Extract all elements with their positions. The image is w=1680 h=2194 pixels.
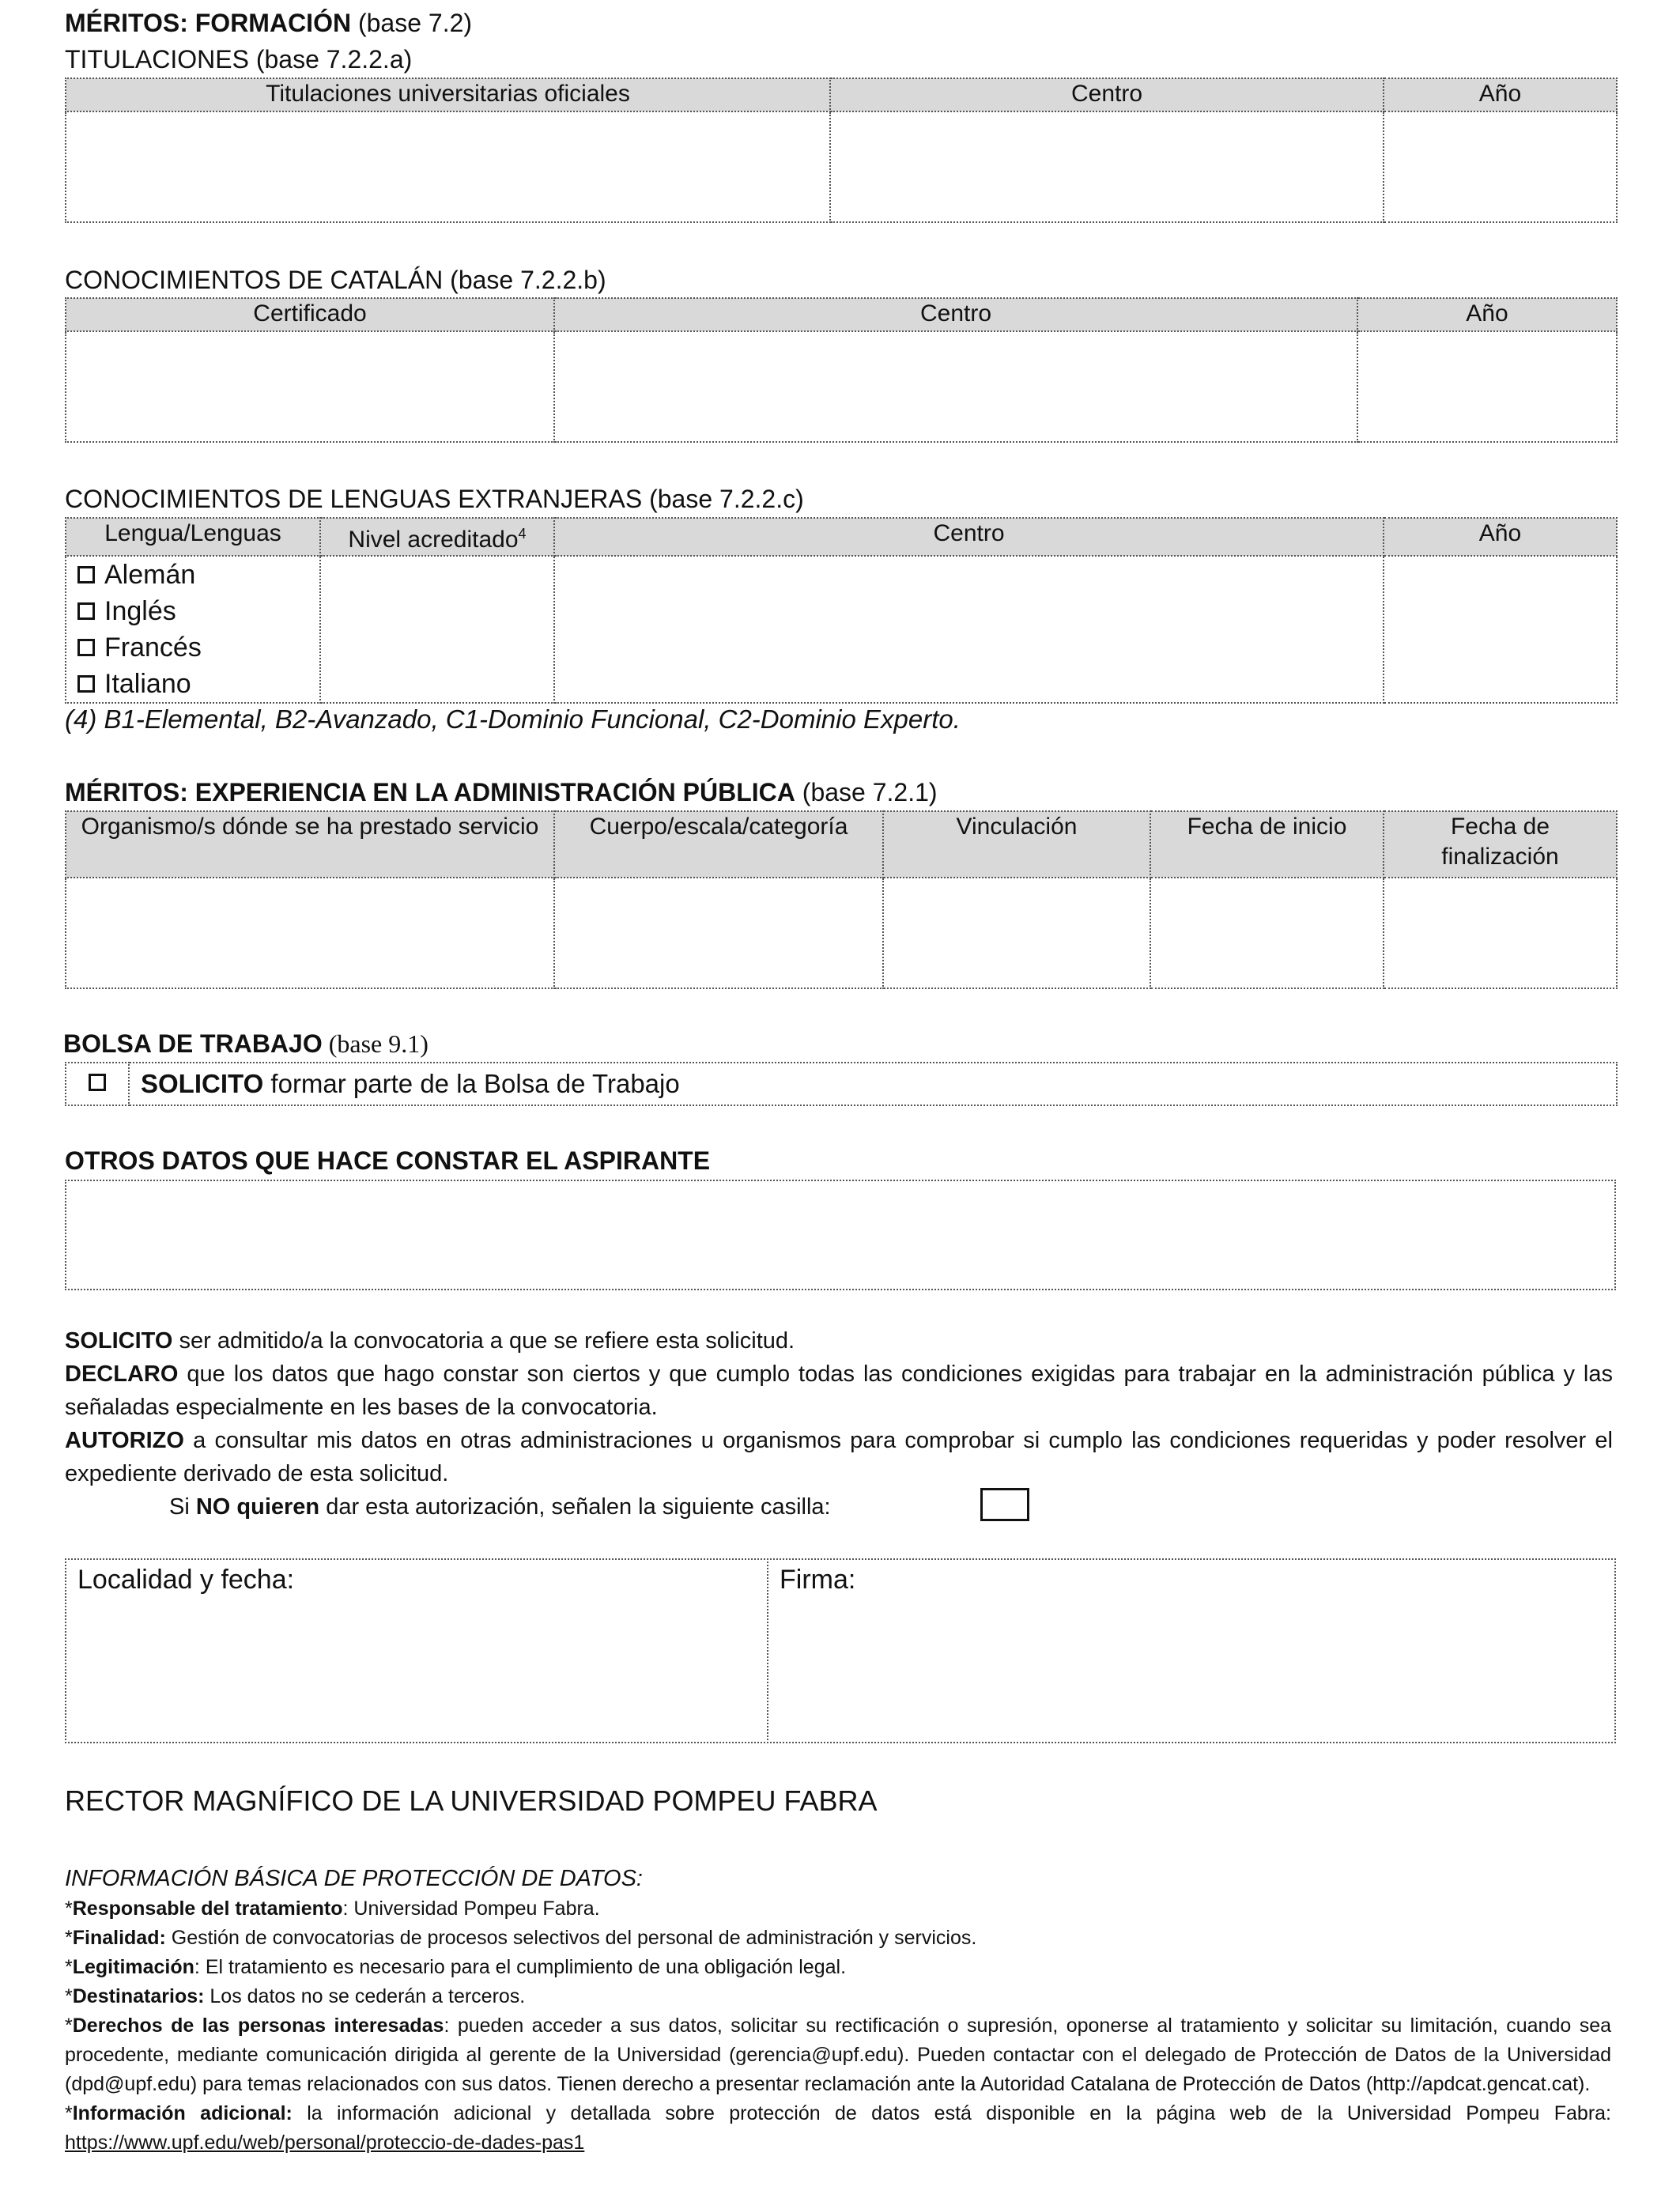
language-option-italiano[interactable]: [66, 666, 319, 702]
titulacion-input-cell[interactable]: [66, 111, 830, 222]
catalan-heading: CONOCIMIENTOS DE CATALÁN (base 7.2.2.b): [65, 266, 606, 294]
bolsa-checkbox-cell[interactable]: [66, 1063, 129, 1105]
proteccion-heading: INFORMACIÓN BÁSICA DE PROTECCIÓN DE DATOS:: [65, 1866, 643, 1891]
solicito-text: ser admitido/a la convocatoria a que se refiere esta solicitud.: [172, 1328, 795, 1354]
experiencia-table: [65, 810, 1618, 989]
bullet: *: [65, 1985, 73, 2007]
checkbox-icon[interactable]: [77, 566, 95, 583]
proteccion-item: [65, 1953, 1611, 1982]
no-rest: dar esta autorización, señalen la siguiente casilla:: [319, 1494, 831, 1520]
catalan-ano-input-cell[interactable]: [1357, 331, 1617, 442]
proteccion-item: [65, 1924, 1611, 1953]
titulacion-centro-input-cell[interactable]: [830, 111, 1384, 222]
item-label: Derechos de las personas interesadas: [72, 2015, 444, 2037]
bolsa-heading: [63, 1029, 428, 1059]
item-text: Los datos no se cederán a terceros.: [204, 1985, 526, 2007]
checkbox-icon[interactable]: [77, 675, 95, 693]
experiencia-header: Cuerpo/escala/categoría: [554, 811, 883, 878]
solicito-paragraph: [65, 1324, 1613, 1358]
item-label: Finalidad:: [72, 1927, 166, 1949]
autorizo-bold: AUTORIZO: [65, 1428, 184, 1453]
bolsa-option-bold: SOLICITO: [141, 1069, 264, 1098]
checkbox-icon[interactable]: [89, 1074, 106, 1091]
titulaciones-heading: TITULACIONES (base 7.2.2.a): [65, 45, 413, 74]
no-bold: NO quieren: [195, 1494, 320, 1520]
extranjeras-header: Lengua/Lenguas: [66, 518, 320, 556]
titulaciones-header: Titulaciones universitarias oficiales: [66, 78, 830, 111]
extranjeras-header: [320, 518, 554, 556]
item-text: pueden acceder a sus datos, solicitar su rectificación o supresión, oponerse al tratamiento y solicitar su limitación, cuando sea procedente, mediante comunicación dirigida al gerente de la Universidad (gerencia@upf.edu). Pueden contactar con el delegado de Protección de Datos de la Universidad (dpd@upf.edu) para temas relacionados con sus datos. Tienen derecho a presentar reclamación ante la Autoridad Catalana de Protección de Datos (http://apdcat.gencat.cat).: [65, 2015, 1612, 2095]
extranjeras-centro-input-cell[interactable]: [554, 556, 1384, 703]
declaraciones-block: [65, 1324, 1613, 1490]
firma-label: Firma:: [780, 1565, 856, 1595]
formacion-heading: [65, 8, 472, 38]
localidad-fecha-box[interactable]: [65, 1558, 768, 1743]
no-autorizacion-text: [169, 1490, 831, 1524]
checkbox-icon[interactable]: [77, 639, 95, 656]
item-text: la información adicional y detallada sobre protección de datos está disponible en la página web de la Universidad Pompeu Fabra:: [292, 2102, 1611, 2124]
language-option-frances[interactable]: [66, 629, 319, 666]
item-sep: :: [444, 2015, 450, 2037]
catalan-table: [65, 297, 1618, 443]
bullet: *: [65, 2102, 73, 2124]
declaro-paragraph: [65, 1358, 1613, 1424]
extranjeras-ano-input-cell[interactable]: [1384, 556, 1617, 703]
proteccion-link[interactable]: https://www.upf.edu/web/personal/proteccio-de-dades-pas1: [65, 2132, 585, 2154]
checkbox-icon[interactable]: [77, 602, 95, 620]
experiencia-heading: [65, 777, 938, 807]
titulaciones-header: Año: [1384, 78, 1617, 111]
bolsa-heading-bold: BOLSA DE TRABAJO: [63, 1029, 323, 1058]
declaro-bold: DECLARO: [65, 1361, 179, 1387]
language-label: Francés: [104, 632, 202, 663]
experiencia-header: Fecha de inicio: [1150, 811, 1384, 878]
bullet: *: [65, 1956, 73, 1978]
catalan-header: Certificado: [66, 298, 554, 331]
nivel-header-label: Nivel acreditado: [348, 527, 519, 553]
solicito-bold: SOLICITO: [65, 1328, 173, 1354]
bolsa-option-rest: formar parte de la Bolsa de Trabajo: [263, 1069, 680, 1098]
proteccion-item: [65, 2099, 1611, 2158]
proteccion-item: [65, 1982, 1611, 2011]
titulaciones-header: Centro: [830, 78, 1384, 111]
catalan-header: Centro: [554, 298, 1357, 331]
proteccion-list: [65, 1894, 1611, 2158]
nivel-input-cell[interactable]: [320, 556, 554, 703]
localidad-fecha-label: Localidad y fecha:: [77, 1565, 295, 1595]
extranjeras-table: [65, 517, 1618, 704]
item-sep: :: [194, 1956, 200, 1978]
item-label: Legitimación: [72, 1956, 194, 1978]
bullet: *: [65, 2015, 73, 2037]
vinculacion-input-cell[interactable]: [883, 878, 1150, 988]
item-text: Gestión de convocatorias de procesos selectivos del personal de administración y servicios.: [165, 1927, 977, 1949]
language-label: Inglés: [104, 595, 176, 626]
footnote-mark: 4: [518, 526, 527, 542]
organismo-input-cell[interactable]: [66, 878, 554, 988]
proteccion-item: [65, 2011, 1611, 2099]
item-sep: :: [342, 1898, 349, 1920]
cuerpo-input-cell[interactable]: [554, 878, 883, 988]
item-text: El tratamiento es necesario para el cumplimiento de una obligación legal.: [199, 1956, 847, 1978]
language-option-ingles[interactable]: [66, 593, 319, 629]
bolsa-option: [129, 1063, 1617, 1105]
language-label: Italiano: [104, 668, 191, 699]
bullet: *: [65, 1898, 73, 1920]
otros-heading: OTROS DATOS QUE HACE CONSTAR EL ASPIRANTE: [65, 1146, 711, 1175]
proteccion-item: [65, 1894, 1611, 1924]
item-label: Responsable del tratamiento: [72, 1898, 343, 1920]
languages-cell: [66, 556, 320, 703]
experiencia-header: Vinculación: [883, 811, 1150, 878]
formacion-heading-bold: MÉRITOS: FORMACIÓN: [65, 9, 352, 37]
language-option-aleman[interactable]: [66, 557, 319, 593]
extranjeras-heading: CONOCIMIENTOS DE LENGUAS EXTRANJERAS (base 7.2.2.c): [65, 485, 804, 513]
titulacion-ano-input-cell[interactable]: [1384, 111, 1617, 222]
catalan-centro-input-cell[interactable]: [554, 331, 1357, 442]
catalan-header: Año: [1357, 298, 1617, 331]
autorizo-paragraph: [65, 1424, 1613, 1490]
formacion-heading-rest: (base 7.2): [351, 9, 473, 37]
otros-datos-input[interactable]: [65, 1180, 1616, 1290]
autorizo-text: a consultar mis datos en otras administraciones u organismos para comprobar si cumplo las condiciones requeridas y poder resolver el expediente derivado de esta solicitud.: [65, 1428, 1613, 1486]
bullet: *: [65, 1927, 73, 1949]
rector-line: RECTOR MAGNÍFICO DE LA UNIVERSIDAD POMPEU FABRA: [65, 1784, 878, 1817]
item-text: Universidad Pompeu Fabra.: [348, 1898, 600, 1920]
firma-box[interactable]: [767, 1558, 1616, 1743]
fecha-fin-input-cell[interactable]: [1384, 878, 1617, 988]
no-pre: Si: [169, 1494, 196, 1520]
experiencia-header: Fecha de finalización: [1384, 811, 1617, 878]
declaro-text: que los datos que hago constar son ciertos y que cumplo todas las condiciones exigidas para trabajar en la administración pública y las señaladas especialmente en les bases de la convocatoria.: [65, 1361, 1613, 1420]
catalan-certificado-input-cell[interactable]: [66, 331, 554, 442]
bolsa-heading-rest: (base 9.1): [322, 1029, 428, 1058]
item-label: Destinatarios:: [72, 1985, 205, 2007]
language-label: Alemán: [104, 559, 196, 590]
experiencia-heading-bold: MÉRITOS: EXPERIENCIA EN LA ADMINISTRACIÓN PÚBLICA: [65, 778, 795, 806]
fecha-inicio-input-cell[interactable]: [1150, 878, 1384, 988]
item-label: Información adicional:: [72, 2102, 293, 2124]
bolsa-table: [65, 1062, 1618, 1106]
extranjeras-header: Año: [1384, 518, 1617, 556]
no-autorizacion-checkbox[interactable]: [980, 1488, 1029, 1521]
experiencia-heading-rest: (base 7.2.1): [795, 778, 938, 806]
extranjeras-footnote: (4) B1-Elemental, B2-Avanzado, C1-Dominio Funcional, C2-Dominio Experto.: [65, 704, 961, 734]
titulaciones-table: [65, 77, 1618, 223]
experiencia-header: Organismo/s dónde se ha prestado servicio: [66, 811, 554, 878]
extranjeras-header: Centro: [554, 518, 1384, 556]
